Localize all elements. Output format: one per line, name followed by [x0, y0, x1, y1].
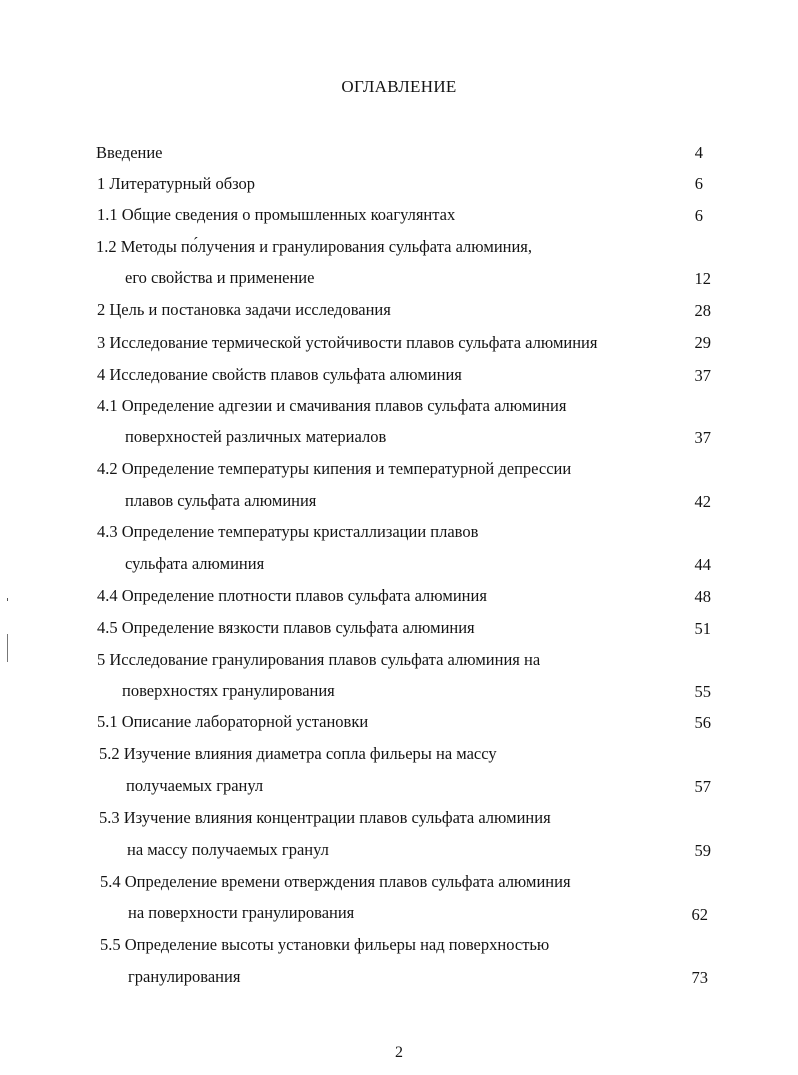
- toc-page-5: 55: [694, 682, 711, 701]
- toc-page-intro: 4: [694, 143, 703, 162]
- toc-entry-4-2: 4.2 Определение температуры кипения и температурной депрессии: [97, 459, 572, 478]
- toc-entry-1-1: 1.1 Общие сведения о промышленных коагулянтах: [97, 205, 456, 224]
- toc-entry-5-5-cont: гранулирования: [128, 967, 241, 986]
- toc-entry-4-3: 4.3 Определение температуры кристаллизации плавов: [97, 522, 479, 541]
- toc-page-1: 6: [694, 174, 703, 193]
- toc-page-3: 29: [694, 333, 711, 352]
- scan-mark-line: [7, 634, 8, 662]
- toc-entry-5-cont: поверхностях гранулирования: [122, 681, 335, 700]
- toc-page-4-5: 51: [694, 619, 711, 638]
- toc-entry-5-2-cont: получаемых гранул: [126, 776, 264, 795]
- toc-entry-2: 2 Цель и постановка задачи исследования: [97, 300, 391, 319]
- toc-entry-5-4: 5.4 Определение времени отверждения плавов сульфата алюминия: [100, 872, 571, 891]
- toc-page-5-4: 62: [691, 905, 708, 924]
- toc-entry-1-2: 1.2 Методы по́лучения и гранулирования сульфата алюминия,: [96, 237, 533, 256]
- toc-entry-1-2-cont: его свойства и применение: [125, 268, 315, 287]
- toc-page-5-2: 57: [694, 777, 711, 796]
- toc-entry-5-3: 5.3 Изучение влияния концентрации плавов сульфата алюминия: [99, 808, 551, 827]
- toc-page-1-2: 12: [694, 269, 711, 288]
- toc-entry-5-3-cont: на массу получаемых гранул: [127, 840, 329, 859]
- page-title: ОГЛАВЛЕНИЕ: [341, 77, 457, 96]
- toc-entry-4-1-cont: поверхностей различных материалов: [125, 427, 387, 446]
- toc-page-5-5: 73: [691, 968, 708, 987]
- toc-entry-4-5: 4.5 Определение вязкости плавов сульфата алюминия: [97, 618, 475, 637]
- page-number: 2: [395, 1044, 403, 1061]
- toc-page-1-1: 6: [694, 206, 703, 225]
- toc-entry-5-1: 5.1 Описание лабораторной установки: [97, 712, 369, 731]
- toc-entry-intro: Введение: [96, 143, 163, 162]
- toc-page-5-3: 59: [694, 841, 711, 860]
- toc-page-4-1: 37: [694, 428, 711, 447]
- toc-entry-4: 4 Исследование свойств плавов сульфата алюминия: [97, 365, 462, 384]
- toc-entry-5: 5 Исследование гранулирования плавов сульфата алюминия на: [97, 650, 541, 669]
- toc-entry-4-3-cont: сульфата алюминия: [125, 554, 265, 573]
- toc-page-5-1: 56: [694, 713, 711, 732]
- toc-entry-4-1: 4.1 Определение адгезии и смачивания плавов сульфата алюминия: [97, 396, 567, 415]
- scan-mark-dot: [7, 598, 8, 601]
- toc-entry-1: 1 Литературный обзор: [97, 174, 256, 193]
- toc-entry-3: 3 Исследование термической устойчивости плавов сульфата алюминия: [97, 333, 598, 352]
- toc-page-4-2: 42: [694, 492, 711, 511]
- toc-entry-5-5: 5.5 Определение высоты установки фильеры над поверхностью: [100, 935, 550, 954]
- toc-page-4-4: 48: [694, 587, 711, 606]
- toc-entry-5-2: 5.2 Изучение влияния диаметра сопла фильеры на массу: [99, 744, 497, 763]
- toc-page-4: 37: [694, 366, 711, 385]
- toc-entry-5-4-cont: на поверхности гранулирования: [128, 903, 355, 922]
- toc-page-2: 28: [694, 301, 711, 320]
- toc-page-4-3: 44: [694, 555, 711, 574]
- toc-entry-4-2-cont: плавов сульфата алюминия: [125, 491, 317, 510]
- toc-entry-4-4: 4.4 Определение плотности плавов сульфата алюминия: [97, 586, 487, 605]
